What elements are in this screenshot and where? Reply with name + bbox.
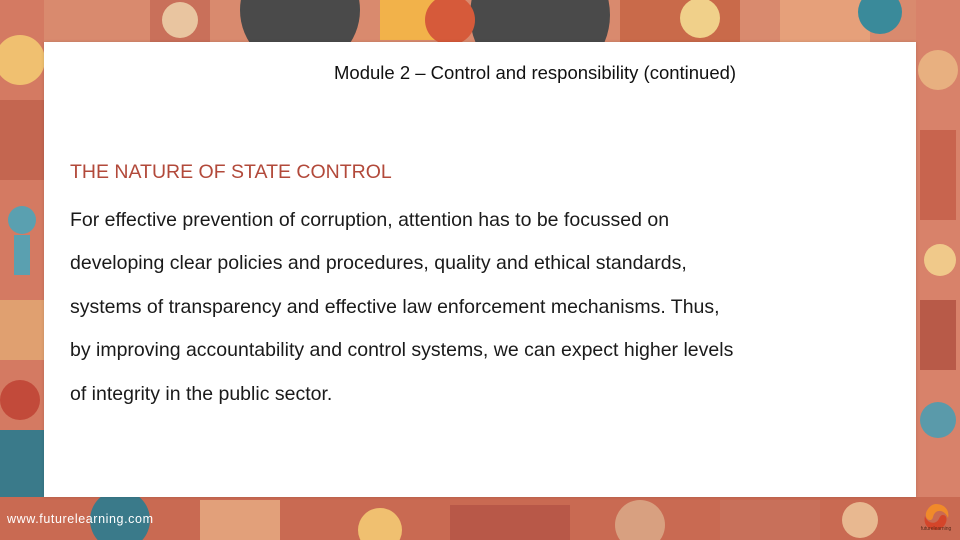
module-title: Module 2 – Control and responsibility (continued)	[334, 62, 737, 83]
brand-logo-text: futurelearning	[920, 526, 952, 532]
body-line: For effective prevention of corruption, attention has to be focussed on	[70, 209, 670, 231]
body-line: by improving accountability and control systems, we can expect higher levels	[70, 339, 734, 362]
body-paragraph	[70, 199, 910, 416]
body-line: systems of transparency and effective law enforcement mechanisms. Thus,	[70, 295, 720, 318]
section-heading: THE NATURE OF STATE CONTROL	[70, 161, 392, 183]
website-url: www.futurelearning.com	[7, 512, 154, 526]
body-line: of integrity in the public sector.	[70, 382, 333, 405]
body-line: developing clear policies and procedures, quality and ethical standards,	[70, 252, 687, 275]
